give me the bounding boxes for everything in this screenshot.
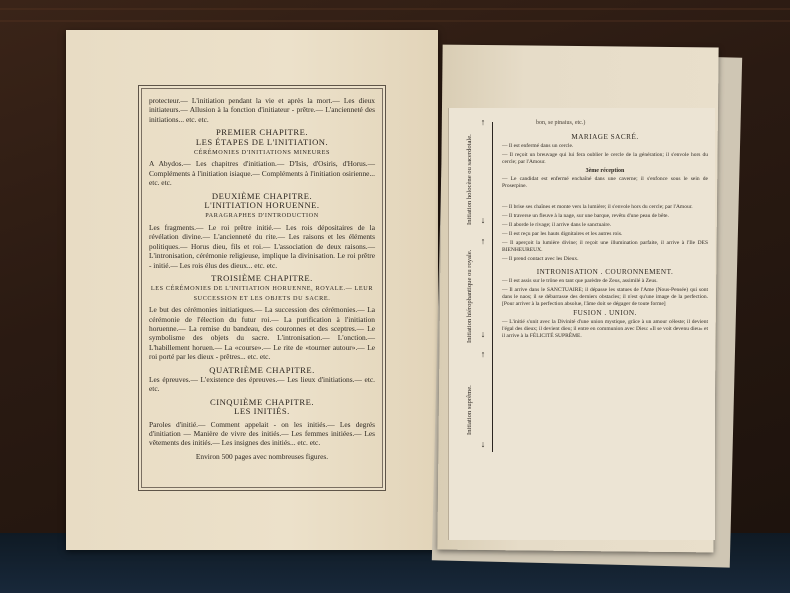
reception-heading: 3ème réception — [585, 168, 625, 174]
chapter-5-body: Paroles d'initié.— Comment appelait - on les initiés.— Les degrés d'initiation — Manière de vivre des initiés.— Les femmes initiées.— Les vêtements des initiés.— Les insignes des initiés... etc. etc. — [149, 419, 375, 448]
s1-item: — Il brise ses chaînes et monte vers la lumière; il s'envole hors du cercle; par l'Amour. — [502, 204, 693, 210]
contents-frame — [138, 85, 386, 491]
sidebar-divider — [492, 122, 493, 452]
up-arrow-icon: ↑ — [480, 349, 486, 359]
chapter-4-body: Les épreuves.— L'existence des épreuves.— Les lieux d'initiations.— etc. etc. — [149, 374, 375, 394]
sidebar-label-royale: Initiation hiérophantique ou royale. — [466, 249, 473, 343]
wood-grain — [0, 20, 790, 22]
intro-text: protecteur.— L'initiation pendant la vie et après la mort.— Les dieux initiateurs.— Allusion à la fonction d'initiateur - prêtre.— L'ancienneté des initiations... etc. etc. — [149, 96, 375, 124]
s1-item: — Il aperçoit la lumière divine; il reçoit une illumination parfaite, il arrive à l'Ile DES BIENHEUREUX. — [502, 240, 708, 253]
down-arrow-icon: ↓ — [480, 439, 486, 449]
chapter-1-body: A Abydos.— Les chapitres d'initiation.— D'Isis, d'Osiris, d'Horus.— Compléments à l'initiation isiaque.— Compléments à l'initiation osirienne... etc. etc. — [149, 159, 375, 188]
down-arrow-icon: ↓ — [480, 215, 486, 225]
chapter-2-body: Les fragments.— Le roi prêtre initié.— Les rois dépositaires de la révélation divine.— L'ancienneté du rite.— Les raisons et les éléments politiques.— Horus dieu, fils et roi.— L'association de deux raisons.— L'intronisation, cérémonie religieuse, implique la divinisation. Le roi prêtre - initié.— Les rois élus des dieux... etc. etc. — [149, 222, 375, 270]
sidebar-label-holocene: Initiation holocène ou sacerdotale. — [466, 134, 473, 225]
chapter-3-caption: LES CÉRÉMONIES DE L'INITIATION HORUENNE, ROYALE.— LEUR SUCCESSION ET LES OBJETS DU SACRE. — [150, 285, 374, 302]
section-3-heading: FUSION . UNION. — [573, 309, 637, 317]
chapter-2-caption: PARAGRAPHES D'INTRODUCTION — [205, 212, 319, 220]
s1-item: — Il traverse un fleuve à la nage, sur une barque, revêtu d'une peau de bête. — [502, 213, 669, 219]
up-arrow-icon: ↑ — [480, 117, 486, 127]
chapter-2-title: DEUXIÈME CHAPITRE. — [211, 190, 313, 201]
chapter-1-title: PREMIER CHAPITRE. — [215, 127, 309, 138]
page-count-footer: Environ 500 pages avec nombreuses figures. — [195, 451, 329, 461]
top-fragment-text: bon, se pinaius, etc.) — [536, 120, 586, 126]
section-2-heading: INTRONISATION . COURONNEMENT. — [536, 268, 674, 276]
s2-item: — Il arrive dans le SANCTUAIRE; il dépasse les statues de l'Ame (Nous-Pensée) qui sont dans le naos; il se débarrasse des derniers obstacles; il n'est qu'une image de la perfection. [Pour arriver à la perfection absolue, l'âme doit se dégager de toute forme] — [502, 287, 708, 307]
chapter-5-title: CINQUIÈME CHAPITRE. — [209, 396, 315, 407]
left-page — [66, 30, 438, 550]
s1-item: — Il est reçu par les hauts dignitaires et les autres rois. — [502, 231, 623, 237]
s1-item: — Il est enfermé dans un cercle. — [502, 143, 574, 149]
s1-item: — Le candidat est enfermé enchaîné dans une caverne; il s'enfonce sous le sein de Proserpine. — [502, 176, 708, 189]
initiation-table — [502, 132, 708, 342]
sidebar-label-supreme: Initiation suprême. — [466, 385, 473, 435]
wood-grain — [0, 8, 790, 10]
chapter-3-body: Le but des cérémonies initiatiques.— La succession des cérémonies.— La cérémonie de l'élection du futur roi.— La purification à l'initiation horuenne.— La remise du bandeau, des couronnes et des sceptres.— Le symbolisme des objets du sacre. L'intronisation.— L'onction.— L'habillement horuen.— La «course».— Le rite de «tourner autour».— Le roi porté par les dieux - prêtres... etc. etc. — [149, 305, 375, 362]
s1-item: — Il prend contact avec les Dieux. — [502, 256, 579, 262]
chapter-5-subtitle: LES INITIÉS. — [234, 406, 290, 417]
chapter-2-subtitle: L'INITIATION HORUENNE. — [204, 200, 320, 211]
section-1-heading: MARIAGE SACRÉ. — [571, 133, 639, 141]
s2-item: — Il est assis sur le trône en tant que parèdre de Zeus, assimilé à Zeus. — [502, 278, 658, 284]
chapter-1-subtitle: LES ÉTAPES DE L'INITIATION. — [195, 136, 329, 147]
chapter-1-caption: CÉRÉMONIES D'INITIATIONS MINEURES — [193, 149, 331, 157]
s1-item: — Il aborde le rivage; il arrive dans le sanctuaire. — [502, 222, 612, 228]
chapter-3-title: TROISIÈME CHAPITRE. — [211, 272, 313, 283]
up-arrow-icon: ↑ — [480, 236, 486, 246]
s1-item: — Il reçoit un breuvage qui lui fera oublier le cercle de la génération; il s'envole hors du cercle; par l'Amour. — [502, 152, 708, 165]
down-arrow-icon: ↓ — [480, 329, 486, 339]
chapter-4-title: QUATRIÈME CHAPITRE. — [209, 364, 315, 375]
s3-item: — L'initié s'unit avec la Divinité d'une union mystique, grâce à un amour céleste; il devient l'égal des dieux; il devient dieu; il entre en communion avec Dieu: «Il se voit devenu dieu» et il arrive à la FÉLICITÉ SUPRÊME. — [502, 319, 708, 339]
